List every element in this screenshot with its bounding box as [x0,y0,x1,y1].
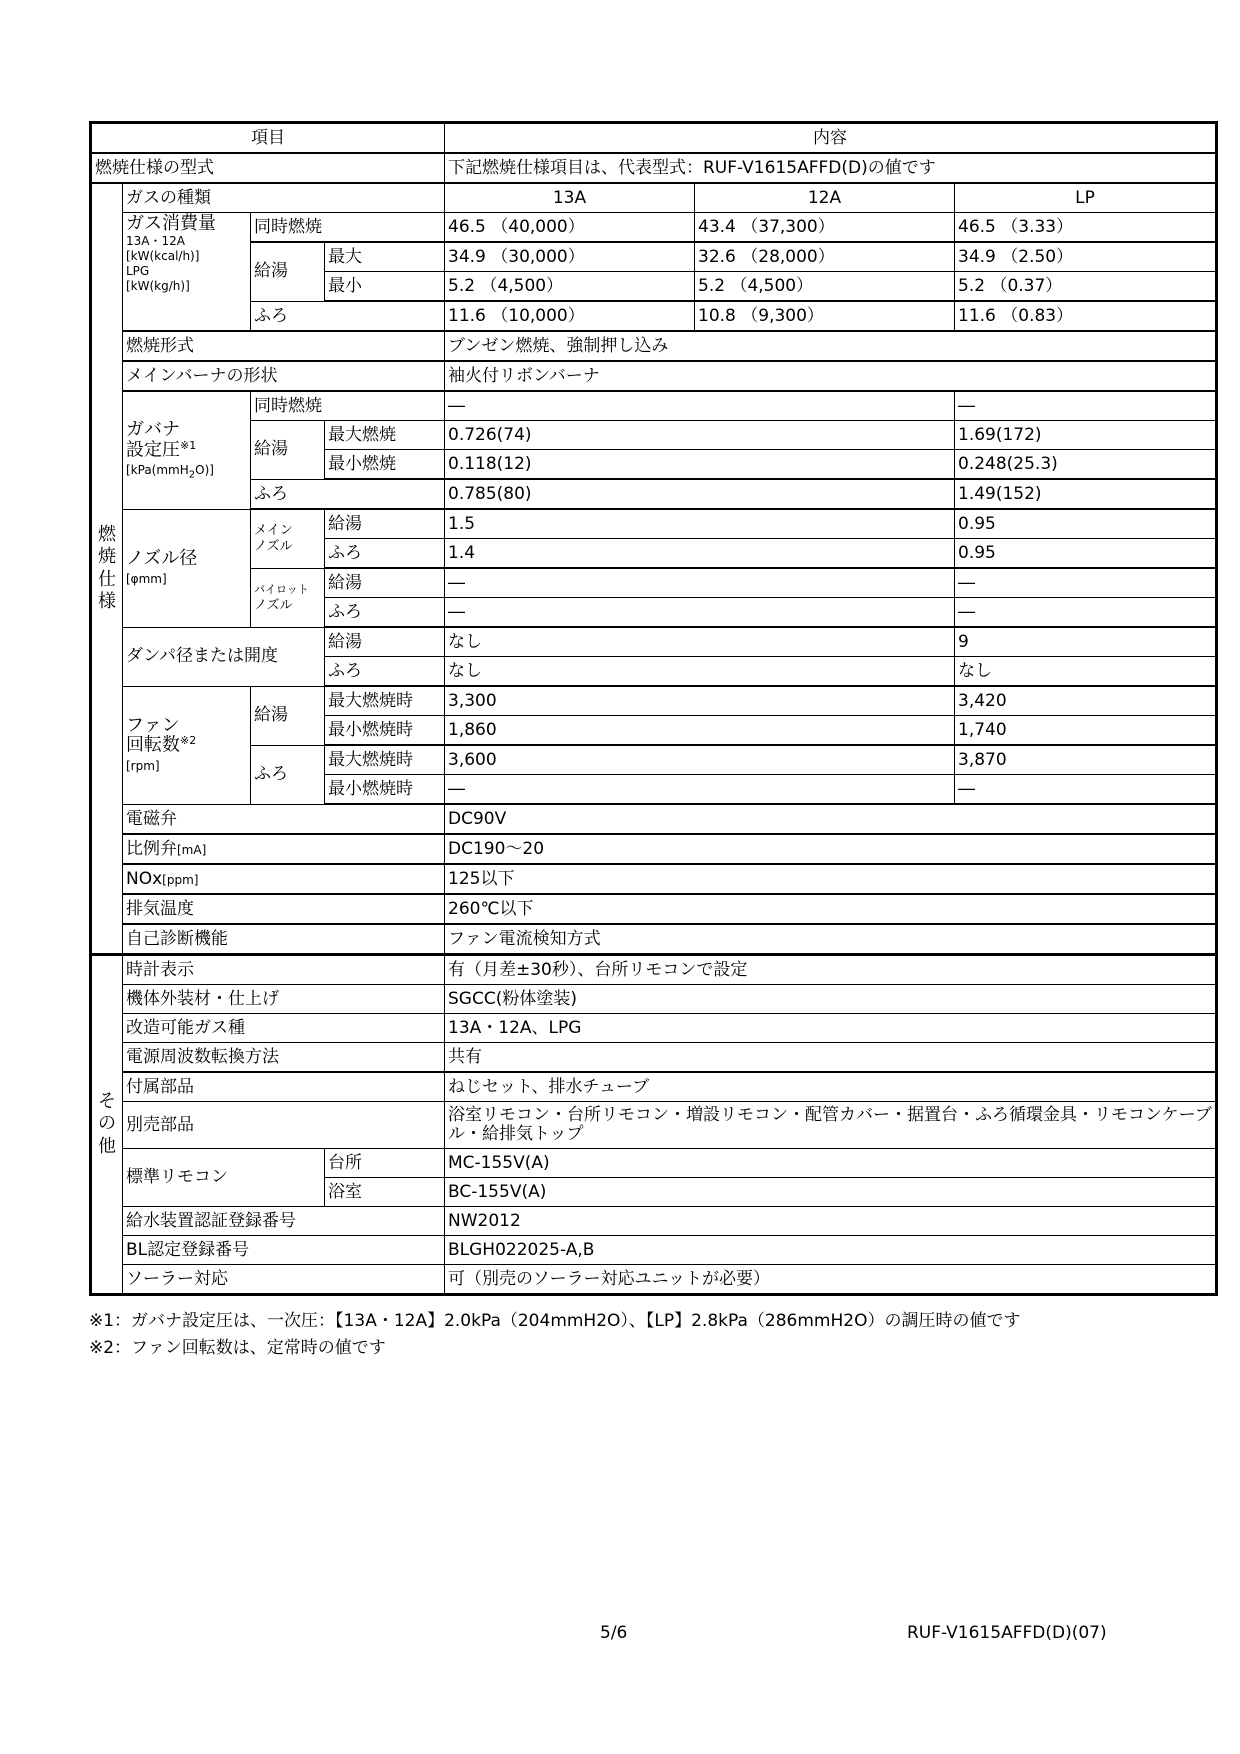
governor-label-cell [123,391,251,509]
accessory-value: ねじセット、排水チューブ [445,1072,1217,1102]
convert-label: 改造可能ガス種 [123,1014,445,1043]
consumption-min-label: 最小 [325,272,445,302]
governor-min-city: 0.118(12) [445,450,955,480]
convert-row [91,1014,1217,1043]
nozzle-pilot-hot-city: ― [445,568,955,598]
remote-bathroom-label: 浴室 [325,1178,445,1207]
group-other-label: そ の 他 [98,1090,116,1157]
fan-note-mark: ※2 [180,734,197,748]
fan-unit: [rpm] [126,758,160,773]
remote-label: 標準リモコン [123,1149,325,1207]
diag-row [91,924,1217,955]
convert-value: 13A・12A、LPG [445,1014,1217,1043]
spec-sheet [89,121,1215,1296]
consumption-hot-label: 給湯 [251,242,325,301]
governor-row-bath [91,479,1217,509]
fan-hot-label: 給湯 [251,686,325,745]
model-row [91,153,1217,183]
burn-type-label: 燃焼形式 [123,331,445,361]
nozzle-main-hot-label: 給湯 [325,509,445,539]
nox-value: 125以下 [445,864,1217,894]
nozzle-main-hot-city: 1.5 [445,509,955,539]
governor-row-simul [91,391,1217,421]
damper-bath-lp: なし [955,657,1217,687]
clock-value: 有（月差±30秒）、台所リモコンで設定 [445,955,1217,985]
fan-hot-min-label: 最小燃焼時 [325,716,445,746]
governor-min-label: 最小燃焼 [325,450,445,480]
consumption-row-max [91,242,1217,272]
freq-value: 共有 [445,1043,1217,1073]
consumption-row-simul [91,213,1217,243]
spec-table [89,121,1218,1296]
nozzle-main-bath-lp: 0.95 [955,539,1217,569]
consumption-label: ガス消費量 [126,213,216,234]
fan-bath-max-city: 3,600 [445,745,955,775]
governor-simul-lp: ― [955,391,1217,421]
water-cert-row [91,1207,1217,1236]
fan-bath-max-label: 最大燃焼時 [325,745,445,775]
optional-row [91,1102,1217,1149]
nozzle-pilot-2: ノズル [254,597,293,613]
remote-row-kitchen [91,1149,1217,1178]
gas-type-12a: 12A [695,183,955,213]
governor-bath-label: ふろ [251,479,445,509]
consumption-bath-label: ふろ [251,301,445,331]
burner-row [91,361,1217,391]
nozzle-pilot-cell [251,568,325,627]
exhaust-row [91,894,1217,924]
exterior-value: SGCC(粉体塗装) [445,985,1217,1014]
nozzle-main-cell [251,509,325,568]
nozzle-label-cell [123,509,251,627]
nozzle-pilot-bath-label: ふろ [325,598,445,628]
governor-max-city: 0.726(74) [445,421,955,450]
solenoid-value: DC90V [445,804,1217,834]
damper-row-hot [91,627,1217,657]
remote-kitchen-value: MC-155V(A) [445,1149,1217,1178]
gas-type-label: ガスの種類 [123,183,445,213]
gas-type-13a: 13A [445,183,695,213]
nox-row [91,864,1217,894]
governor-row-max [91,421,1217,450]
document-model-code: RUF-V1615AFFD(D)(07) [907,1623,1107,1643]
consumption-max-13a: 34.9 （30,000） [445,242,695,272]
remote-kitchen-label: 台所 [325,1149,445,1178]
solar-value: 可（別売のソーラー対応ユニットが必要） [445,1265,1217,1295]
nozzle-row-main-hot [91,509,1217,539]
nozzle-label: ノズル径 [126,547,198,569]
nox-unit: [ppm] [162,872,199,887]
prop-valve-row [91,834,1217,864]
consumption-bath-13a: 11.6 （10,000） [445,301,695,331]
fan-hot-min-lp: 1,740 [955,716,1217,746]
burner-value: 袖火付リボンバーナ [445,361,1217,391]
damper-bath-label: ふろ [325,657,445,687]
solar-label: ソーラー対応 [123,1265,445,1295]
burner-label: メインバーナの形状 [123,361,445,391]
nozzle-row-pilot-hot [91,568,1217,598]
fan-hot-max-city: 3,300 [445,686,955,716]
damper-hot-label: 給湯 [325,627,445,657]
prop-valve-label: 比例弁 [126,838,177,859]
bl-cert-value: BLGH022025-A,B [445,1236,1217,1265]
exterior-label: 機体外装材・仕上げ [123,985,445,1014]
governor-min-lp: 0.248(25.3) [955,450,1217,480]
burn-type-row [91,331,1217,361]
consumption-bath-lp: 11.6 （0.83） [955,301,1217,331]
consumption-max-label: 最大 [325,242,445,272]
prop-valve-label-cell [123,834,445,864]
water-cert-value: NW2012 [445,1207,1217,1236]
nozzle-pilot-hot-lp: ― [955,568,1217,598]
optional-value: 浴室リモコン・台所リモコン・増設リモコン・配管カバー・据置台・ふろ循環金具・リモコンケーブル・給排気トップ [445,1102,1217,1149]
fan-label-1: ファン [126,714,180,736]
nozzle-pilot-bath-lp: ― [955,598,1217,628]
consumption-min-12a: 5.2 （4,500） [695,272,955,302]
nozzle-pilot-bath-city: ― [445,598,955,628]
governor-hot-label: 給湯 [251,421,325,480]
fan-hot-max-lp: 3,420 [955,686,1217,716]
group-combustion-label: 燃 焼 仕 様 [98,523,116,612]
footnote-1: ※1：ガバナ設定圧は、一次圧：【13A・12A】2.0kPa（204mmH2O）、【LP】2.8kPa（286mmH2O）の調圧時の値です [89,1311,1021,1331]
nozzle-main-1: メイン [254,523,293,539]
fan-bath-min-label: 最小燃焼時 [325,775,445,805]
consumption-simul-13a: 46.5 （40,000） [445,213,695,243]
exhaust-label: 排気温度 [123,894,445,924]
damper-label: ダンパ径または開度 [123,627,325,686]
nox-label-cell [123,864,445,894]
consumption-simul-12a: 43.4 （37,300） [695,213,955,243]
governor-max-label: 最大燃焼 [325,421,445,450]
diag-label: 自己診断機能 [123,924,445,955]
governor-label-2: 設定圧 [126,439,180,461]
header-item: 項目 [91,123,445,154]
solar-row [91,1265,1217,1295]
diag-value: ファン電流検知方式 [445,924,1217,955]
consumption-unit-1: 13A・12A [126,233,185,248]
nozzle-main-hot-lp: 0.95 [955,509,1217,539]
remote-bathroom-value: BC-155V(A) [445,1178,1217,1207]
consumption-unit-3: LPG [126,263,150,278]
nozzle-main-bath-city: 1.4 [445,539,955,569]
fan-hot-min-city: 1,860 [445,716,955,746]
accessory-label: 付属部品 [123,1072,445,1102]
consumption-label-cell [123,213,251,332]
clock-row [91,955,1217,985]
fan-label-cell [123,686,251,804]
fan-row-bath-max [91,745,1217,775]
freq-row [91,1043,1217,1073]
governor-unit [126,463,214,481]
consumption-bath-12a: 10.8 （9,300） [695,301,955,331]
nozzle-main-bath-label: ふろ [325,539,445,569]
footnotes [89,1308,1020,1362]
nozzle-main-2: ノズル [254,538,293,554]
fan-bath-max-lp: 3,870 [955,745,1217,775]
nozzle-unit: [φmm] [126,571,167,586]
fan-bath-label: ふろ [251,745,325,804]
gas-type-lp: LP [955,183,1217,213]
governor-bath-lp: 1.49(152) [955,479,1217,509]
consumption-min-lp: 5.2 （0.37） [955,272,1217,302]
burn-type-value: ブンゼン燃焼、強制押し込み [445,331,1217,361]
freq-label: 電源周波数転換方法 [123,1043,445,1073]
exterior-row [91,985,1217,1014]
damper-hot-lp: 9 [955,627,1217,657]
governor-simul-city: ― [445,391,955,421]
exhaust-value: 260℃以下 [445,894,1217,924]
accessory-row [91,1072,1217,1102]
solenoid-row [91,804,1217,834]
group-combustion [91,183,123,955]
nozzle-pilot-1: パイロット [254,582,309,596]
governor-unit-b: O)] [195,463,214,478]
consumption-simul-lp: 46.5 （3.33） [955,213,1217,243]
header-row [91,123,1217,154]
fan-label-2: 回転数 [126,734,180,756]
fan-bath-min-lp: ― [955,775,1217,805]
prop-valve-unit: [mA] [177,842,207,857]
clock-label: 時計表示 [123,955,445,985]
nozzle-pilot-hot-label: 給湯 [325,568,445,598]
fan-row-hot-max [91,686,1217,716]
governor-bath-city: 0.785(80) [445,479,955,509]
water-cert-label: 給水装置認証登録番号 [123,1207,445,1236]
nox-label: NOx [126,868,163,889]
gas-type-row [91,183,1217,213]
fan-hot-max-label: 最大燃焼時 [325,686,445,716]
governor-max-lp: 1.69(172) [955,421,1217,450]
governor-label-1: ガバナ [126,418,180,440]
header-content: 内容 [445,123,1217,154]
page-number: 5/6 [600,1623,628,1643]
consumption-max-12a: 32.6 （28,000） [695,242,955,272]
model-value: 下記燃焼仕様項目は、代表型式：RUF-V1615AFFD(D)の値です [445,153,1217,183]
consumption-row-bath [91,301,1217,331]
model-label: 燃焼仕様の型式 [91,153,445,183]
fan-bath-min-city: ― [445,775,955,805]
consumption-unit-2: [kW(kcal/h)] [126,248,200,263]
consumption-simul-label: 同時燃焼 [251,213,445,243]
consumption-max-lp: 34.9 （2.50） [955,242,1217,272]
governor-note-mark: ※1 [180,438,197,452]
consumption-unit-4: [kW(kg/h)] [126,278,190,293]
damper-bath-city: なし [445,657,955,687]
prop-valve-value: DC190～20 [445,834,1217,864]
solenoid-label: 電磁弁 [123,804,445,834]
governor-simul-label: 同時燃焼 [251,391,445,421]
governor-unit-sub: 2 [188,469,196,481]
bl-cert-label: BL認定登録番号 [123,1236,445,1265]
footnote-2: ※2：ファン回転数は、定常時の値です [89,1338,386,1359]
group-other [91,955,123,1295]
damper-hot-city: なし [445,627,955,657]
bl-cert-row [91,1236,1217,1265]
governor-unit-a: [kPa(mmH [126,463,189,478]
consumption-min-13a: 5.2 （4,500） [445,272,695,302]
optional-label: 別売部品 [123,1102,445,1149]
